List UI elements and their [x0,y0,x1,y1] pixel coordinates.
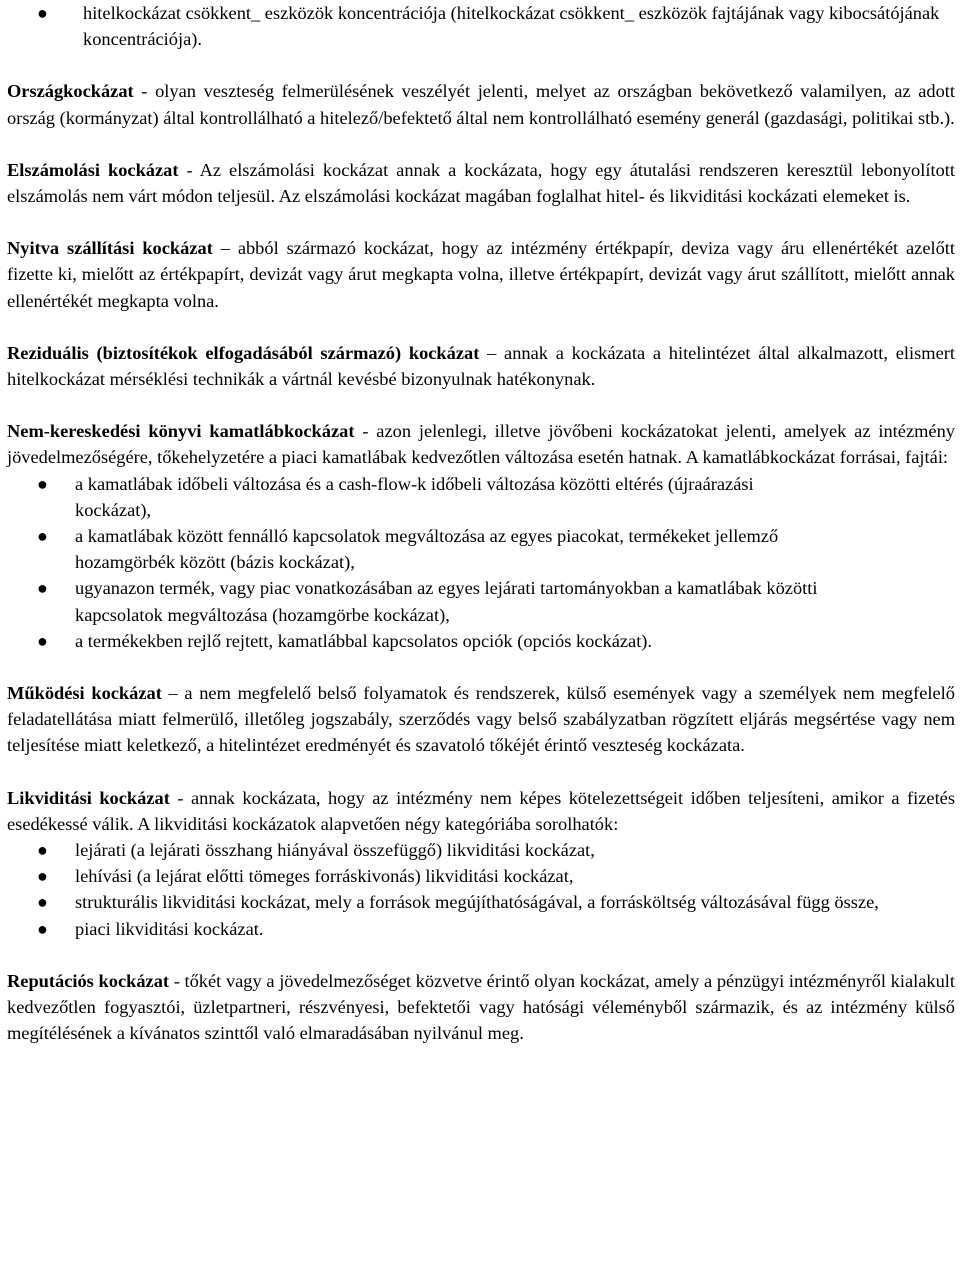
term-heading: Nyitva szállítási kockázat [7,238,213,259]
paragraph-elszamolasi-kockazat: Elszámolási kockázat - Az elszámolási kockázat annak a kockázata, hogy egy átutalási rendszeren keresztül lebonyolított elszámolás nem várt módon teljesül. Az elszámolási kockázat magában foglalhat hitel- és likviditási kockázati elemeket is. [7,159,955,207]
bullet-icon: ● [37,3,48,23]
bullet-icon: ● [37,473,48,494]
term-heading: Működési kockázat [7,683,162,704]
list-item: ● lehívási (a lejárat előtti tömeges forráskivonás) likviditási kockázat, [7,863,895,889]
bullet-icon: ● [37,578,48,599]
list-item: ● hitelkockázat csökkent_ eszközök koncentrációja (hitelkockázat csökkent_ eszközök fajtájának vagy kibocsátójának koncentrációja). [7,0,955,52]
list-item: ● a termékekben rejlő rejtett, kamatlábbal kapcsolatos opciók (opciós kockázat). [7,628,830,654]
list-item: ● lejárati (a lejárati összhang hiányával összefüggő) likviditási kockázat, [7,837,895,863]
list-item: ● a kamatlábak között fennálló kapcsolatok megváltozása az egyes piacokat, termékeket jellemző hozamgörbék között (bázis kockázat), [7,523,830,575]
bullet-icon: ● [37,892,48,913]
paragraph-mukodesi-kockazat: Működési kockázat – a nem megfelelő belső folyamatok és rendszerek, külső események vagy a személyek nem megfelelő feladatellátása miatt felmerülő, illetőleg jogszabály, szerződés vagy belső szabályzatban rögzített eljárás megsértése vagy nem teljesítése miatt keletkező, a hitelintézet eredményét és szavatoló tőkéjét érintő veszteség kockázata. [7,683,955,756]
term-heading: Likviditási kockázat [7,787,170,808]
term-heading: Elszámolási kockázat [7,159,179,180]
bullet-icon: ● [37,526,48,547]
term-heading: Reziduális (biztosítékok elfogadásából származó) kockázat [7,342,480,363]
list-item: ● piaci likviditási kockázat. [7,916,895,942]
term-heading: Nem-kereskedési könyvi kamatlábkockázat [7,421,355,442]
liquidity-risk-list [7,837,955,942]
paragraph-orszagkockazat: Országkockázat - olyan veszteség felmerülésének veszélyét jelenti, melyet az országban bekövetkező valamilyen, az adott ország (kormányzat) által kontrollálható a hitelező/befektető által nem kontrollálható esemény generál (gazdasági, politikai stb.). [7,81,955,128]
paragraph-reputacios-kockazat: Reputációs kockázat - tőkét vagy a jövedelmezőséget közvetve érintő olyan kockázat, amely a pénzügyi intézményről kialakult kedvezőtlen fogyasztói, üzletpartneri, részvényesi, befektetői vagy hatósági véleményből származik, és az intézmény külső megítélésének a kívánatos szinttől való elmaradásában nyilvánul meg. [7,970,955,1044]
list-item: ● ugyanazon termék, vagy piac vonatkozásában az egyes lejárati tartományokban a kamatlábak közötti kapcsolatok megváltozása (hozamgörbe kockázat), [7,575,830,627]
list-item: ● a kamatlábak időbeli változása és a cash-flow-k időbeli változása közötti eltérés (újraárazási kockázat), [7,471,830,523]
bullet-icon: ● [37,630,48,651]
paragraph-rezidualis-kockazat: Reziduális (biztosítékok elfogadásából származó) kockázat – annak a kockázata a hitelintézet által alkalmazott, elismert hitelkockázat mérséklési technikák a vártnál kevésbé bizonyulnak hatékonynak. [7,342,955,390]
document-page [7,0,955,1047]
bullet-icon: ● [37,866,48,887]
bullet-icon: ● [37,918,48,939]
interest-rate-risk-list [7,471,955,654]
top-bullet-list [7,0,955,52]
term-heading: Országkockázat [7,81,134,102]
bullet-icon: ● [37,840,48,861]
term-heading: Reputációs kockázat [7,970,170,991]
list-item: ● strukturális likviditási kockázat, mely a források megújíthatóságával, a forrásköltség változásával függ össze, [7,889,895,915]
paragraph-nem-kereskedesi-kamatlabkockazat: Nem-kereskedési könyvi kamatlábkockázat - azon jelenlegi, illetve jövőbeni kockázatokat jelenti, amelyek az intézmény jövedelmezőségére, tőkehelyzetére a piaci kamatlábak kedvezőtlen változása esetén hatnak. A kamatlábkockázat forrásai, fajtái: [7,421,955,468]
paragraph-nyitva-szallitasi-kockazat: Nyitva szállítási kockázat – abból származó kockázat, hogy az intézmény értékpapír, deviza vagy áru ellenértékét azelőtt fizette ki, mielőtt az értékpapírt, devizát vagy árut megkapta volna, illetve értékpapírt, devizát vagy árut szállított, mielőtt annak ellenértékét megkapta volna. [7,238,956,311]
paragraph-likviditasi-kockazat: Likviditási kockázat - annak kockázata, hogy az intézmény nem képes kötelezettségeit időben teljesíteni, amikor a fizetés esedékessé válik. A likviditási kockázatok alapvetően négy kategóriába sorolhatók: [7,787,956,834]
